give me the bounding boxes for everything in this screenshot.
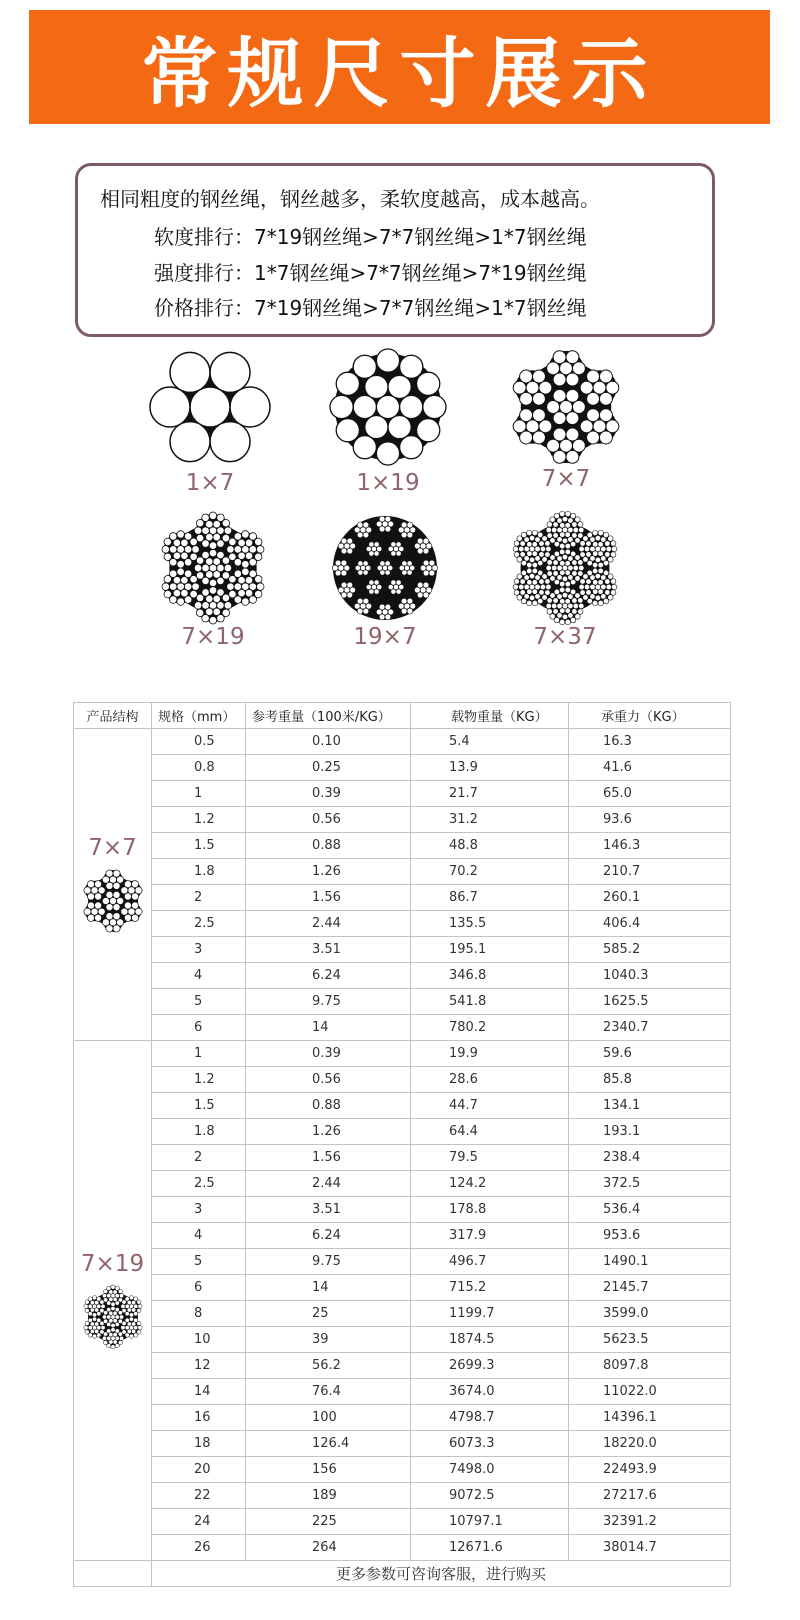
weight-cell: 9.75 [246, 1249, 411, 1275]
spec-cell: 1.2 [152, 807, 246, 833]
capacity-cell: 193.1 [569, 1119, 731, 1145]
table-row [74, 1249, 731, 1275]
weight-cell: 126.4 [246, 1431, 411, 1457]
spec-cell: 4 [152, 1223, 246, 1249]
weight-cell: 39 [246, 1327, 411, 1353]
table-row [74, 1301, 731, 1327]
column-header: 规格（mm） [152, 703, 246, 729]
capacity-cell: 1490.1 [569, 1249, 731, 1275]
weight-cell: 2.44 [246, 911, 411, 937]
spec-cell: 0.8 [152, 755, 246, 781]
weight-cell: 1.26 [246, 1119, 411, 1145]
load-cell: 79.5 [411, 1145, 569, 1171]
table-row [74, 781, 731, 807]
construction-label: 7×37 [533, 624, 597, 650]
capacity-cell: 210.7 [569, 859, 731, 885]
capacity-cell: 18220.0 [569, 1431, 731, 1457]
spec-cell: 6 [152, 1275, 246, 1301]
load-cell: 317.9 [411, 1223, 569, 1249]
load-cell: 4798.7 [411, 1405, 569, 1431]
table-row [74, 807, 731, 833]
capacity-cell: 85.8 [569, 1067, 731, 1093]
table-row [74, 1093, 731, 1119]
capacity-cell: 406.4 [569, 911, 731, 937]
load-cell: 6073.3 [411, 1431, 569, 1457]
construction-label: 1×7 [185, 470, 235, 496]
spec-cell: 1.2 [152, 1067, 246, 1093]
load-cell: 44.7 [411, 1093, 569, 1119]
spec-cell: 5 [152, 1249, 246, 1275]
softness-ranking: 软度排行：7*19钢丝绳>7*7钢丝绳>1*7钢丝绳 [154, 225, 587, 249]
capacity-cell: 2145.7 [569, 1275, 731, 1301]
load-cell: 2699.3 [411, 1353, 569, 1379]
load-cell: 1199.7 [411, 1301, 569, 1327]
capacity-cell: 1040.3 [569, 963, 731, 989]
table-row [74, 859, 731, 885]
structure-label: 7×19 [80, 1250, 145, 1277]
rope-7x7-icon [79, 867, 147, 935]
spec-cell: 12 [152, 1353, 246, 1379]
product-structure-cell [74, 1041, 152, 1561]
table-footer-row [74, 1561, 731, 1587]
construction-label: 7×19 [181, 624, 245, 650]
load-cell: 135.5 [411, 911, 569, 937]
load-cell: 346.8 [411, 963, 569, 989]
title-banner [29, 10, 770, 124]
weight-cell: 6.24 [246, 963, 411, 989]
rope-19x7-icon [327, 510, 443, 626]
strength-ranking: 强度排行：1*7钢丝绳>7*7钢丝绳>7*19钢丝绳 [154, 261, 587, 285]
weight-cell: 189 [246, 1483, 411, 1509]
capacity-cell: 134.1 [569, 1093, 731, 1119]
table-row [74, 833, 731, 859]
weight-cell: 225 [246, 1509, 411, 1535]
capacity-cell: 27217.6 [569, 1483, 731, 1509]
weight-cell: 0.10 [246, 729, 411, 755]
weight-cell: 100 [246, 1405, 411, 1431]
capacity-cell: 38014.7 [569, 1535, 731, 1561]
weight-cell: 3.51 [246, 1197, 411, 1223]
weight-cell: 25 [246, 1301, 411, 1327]
product-structure-cell [74, 729, 152, 1041]
table-row [74, 1379, 731, 1405]
page-title: 常规尺寸展示 [141, 28, 658, 118]
table-row [74, 885, 731, 911]
load-cell: 3674.0 [411, 1379, 569, 1405]
footer-blank-cell [74, 1561, 152, 1587]
spec-cell: 14 [152, 1379, 246, 1405]
capacity-cell: 238.4 [569, 1145, 731, 1171]
rope-7x37-icon [507, 510, 623, 626]
table-row [74, 755, 731, 781]
load-cell: 70.2 [411, 859, 569, 885]
weight-cell: 1.56 [246, 885, 411, 911]
spec-cell: 2.5 [152, 1171, 246, 1197]
capacity-cell: 953.6 [569, 1223, 731, 1249]
spec-cell: 1.5 [152, 1093, 246, 1119]
load-cell: 1874.5 [411, 1327, 569, 1353]
spec-cell: 10 [152, 1327, 246, 1353]
load-cell: 9072.5 [411, 1483, 569, 1509]
table-row [74, 1457, 731, 1483]
spec-cell: 1.5 [152, 833, 246, 859]
load-cell: 64.4 [411, 1119, 569, 1145]
capacity-cell: 585.2 [569, 937, 731, 963]
footer-note: 更多参数可咨询客服，进行购买 [152, 1561, 731, 1587]
weight-cell: 56.2 [246, 1353, 411, 1379]
load-cell: 541.8 [411, 989, 569, 1015]
spec-cell: 2.5 [152, 911, 246, 937]
capacity-cell: 22493.9 [569, 1457, 731, 1483]
load-cell: 496.7 [411, 1249, 569, 1275]
capacity-cell: 11022.0 [569, 1379, 731, 1405]
table-header-row [74, 703, 731, 729]
spec-cell: 1 [152, 781, 246, 807]
spec-cell: 4 [152, 963, 246, 989]
load-cell: 5.4 [411, 729, 569, 755]
spec-cell: 24 [152, 1509, 246, 1535]
spec-cell: 3 [152, 1197, 246, 1223]
weight-cell: 3.51 [246, 937, 411, 963]
capacity-cell: 93.6 [569, 807, 731, 833]
table-row [74, 1327, 731, 1353]
capacity-cell: 3599.0 [569, 1301, 731, 1327]
load-cell: 12671.6 [411, 1535, 569, 1561]
table-row [74, 1353, 731, 1379]
spec-cell: 8 [152, 1301, 246, 1327]
load-cell: 195.1 [411, 937, 569, 963]
capacity-cell: 8097.8 [569, 1353, 731, 1379]
table-row [74, 1223, 731, 1249]
rope-7x19-icon [79, 1283, 147, 1351]
weight-cell: 14 [246, 1275, 411, 1301]
table-row [74, 1171, 731, 1197]
table-row [74, 1535, 731, 1561]
load-cell: 780.2 [411, 1015, 569, 1041]
spec-cell: 1 [152, 1041, 246, 1067]
spec-cell: 22 [152, 1483, 246, 1509]
capacity-cell: 16.3 [569, 729, 731, 755]
construction-label: 1×19 [356, 470, 420, 496]
load-cell: 715.2 [411, 1275, 569, 1301]
spec-cell: 6 [152, 1015, 246, 1041]
table-row [74, 937, 731, 963]
weight-cell: 0.88 [246, 1093, 411, 1119]
table-row [74, 989, 731, 1015]
table-row [74, 1197, 731, 1223]
weight-cell: 1.56 [246, 1145, 411, 1171]
column-header: 载物重量（KG） [411, 703, 569, 729]
capacity-cell: 32391.2 [569, 1509, 731, 1535]
strand-1x19-icon [326, 345, 450, 469]
load-cell: 19.9 [411, 1041, 569, 1067]
weight-cell: 76.4 [246, 1379, 411, 1405]
construction-label: 19×7 [353, 624, 417, 650]
table-row [74, 1431, 731, 1457]
table-row [74, 1405, 731, 1431]
construction-label: 7×7 [541, 466, 591, 492]
price-ranking: 价格排行：7*19钢丝绳>7*7钢丝绳>1*7钢丝绳 [154, 296, 587, 320]
spec-cell: 0.5 [152, 729, 246, 755]
capacity-cell: 14396.1 [569, 1405, 731, 1431]
spec-cell: 18 [152, 1431, 246, 1457]
weight-cell: 6.24 [246, 1223, 411, 1249]
table-row [74, 1275, 731, 1301]
structure-label: 7×7 [88, 834, 137, 861]
spec-cell: 1.8 [152, 1119, 246, 1145]
table-row [74, 1015, 731, 1041]
load-cell: 31.2 [411, 807, 569, 833]
spec-table [73, 702, 731, 1587]
notice-line: 相同粗度的钢丝绳，钢丝越多，柔软度越高，成本越高。 [100, 187, 600, 211]
column-header: 产品结构 [74, 703, 152, 729]
capacity-cell: 146.3 [569, 833, 731, 859]
weight-cell: 0.39 [246, 781, 411, 807]
rope-7x7-icon [504, 345, 628, 469]
load-cell: 124.2 [411, 1171, 569, 1197]
load-cell: 178.8 [411, 1197, 569, 1223]
table-row [74, 1119, 731, 1145]
load-cell: 48.8 [411, 833, 569, 859]
capacity-cell: 372.5 [569, 1171, 731, 1197]
table-row [74, 1145, 731, 1171]
capacity-cell: 41.6 [569, 755, 731, 781]
spec-cell: 2 [152, 1145, 246, 1171]
load-cell: 28.6 [411, 1067, 569, 1093]
strand-1x7-icon [148, 345, 272, 469]
table-row [74, 963, 731, 989]
notice-box [75, 163, 715, 337]
spec-cell: 3 [152, 937, 246, 963]
capacity-cell: 2340.7 [569, 1015, 731, 1041]
weight-cell: 0.39 [246, 1041, 411, 1067]
spec-cell: 1.8 [152, 859, 246, 885]
table-row [74, 1509, 731, 1535]
load-cell: 13.9 [411, 755, 569, 781]
weight-cell: 0.25 [246, 755, 411, 781]
spec-cell: 20 [152, 1457, 246, 1483]
weight-cell: 2.44 [246, 1171, 411, 1197]
spec-cell: 16 [152, 1405, 246, 1431]
weight-cell: 1.26 [246, 859, 411, 885]
column-header: 参考重量（100米/KG） [246, 703, 411, 729]
rope-7x19-icon [155, 510, 271, 626]
spec-cell: 2 [152, 885, 246, 911]
capacity-cell: 5623.5 [569, 1327, 731, 1353]
column-header: 承重力（KG） [569, 703, 731, 729]
capacity-cell: 65.0 [569, 781, 731, 807]
capacity-cell: 536.4 [569, 1197, 731, 1223]
table-row [74, 1041, 731, 1067]
weight-cell: 14 [246, 1015, 411, 1041]
weight-cell: 9.75 [246, 989, 411, 1015]
load-cell: 21.7 [411, 781, 569, 807]
table-row [74, 1483, 731, 1509]
load-cell: 10797.1 [411, 1509, 569, 1535]
table-row [74, 729, 731, 755]
weight-cell: 156 [246, 1457, 411, 1483]
weight-cell: 0.56 [246, 807, 411, 833]
capacity-cell: 1625.5 [569, 989, 731, 1015]
load-cell: 86.7 [411, 885, 569, 911]
spec-cell: 26 [152, 1535, 246, 1561]
capacity-cell: 260.1 [569, 885, 731, 911]
weight-cell: 264 [246, 1535, 411, 1561]
table-row [74, 1067, 731, 1093]
load-cell: 7498.0 [411, 1457, 569, 1483]
weight-cell: 0.88 [246, 833, 411, 859]
capacity-cell: 59.6 [569, 1041, 731, 1067]
weight-cell: 0.56 [246, 1067, 411, 1093]
table-row [74, 911, 731, 937]
spec-cell: 5 [152, 989, 246, 1015]
